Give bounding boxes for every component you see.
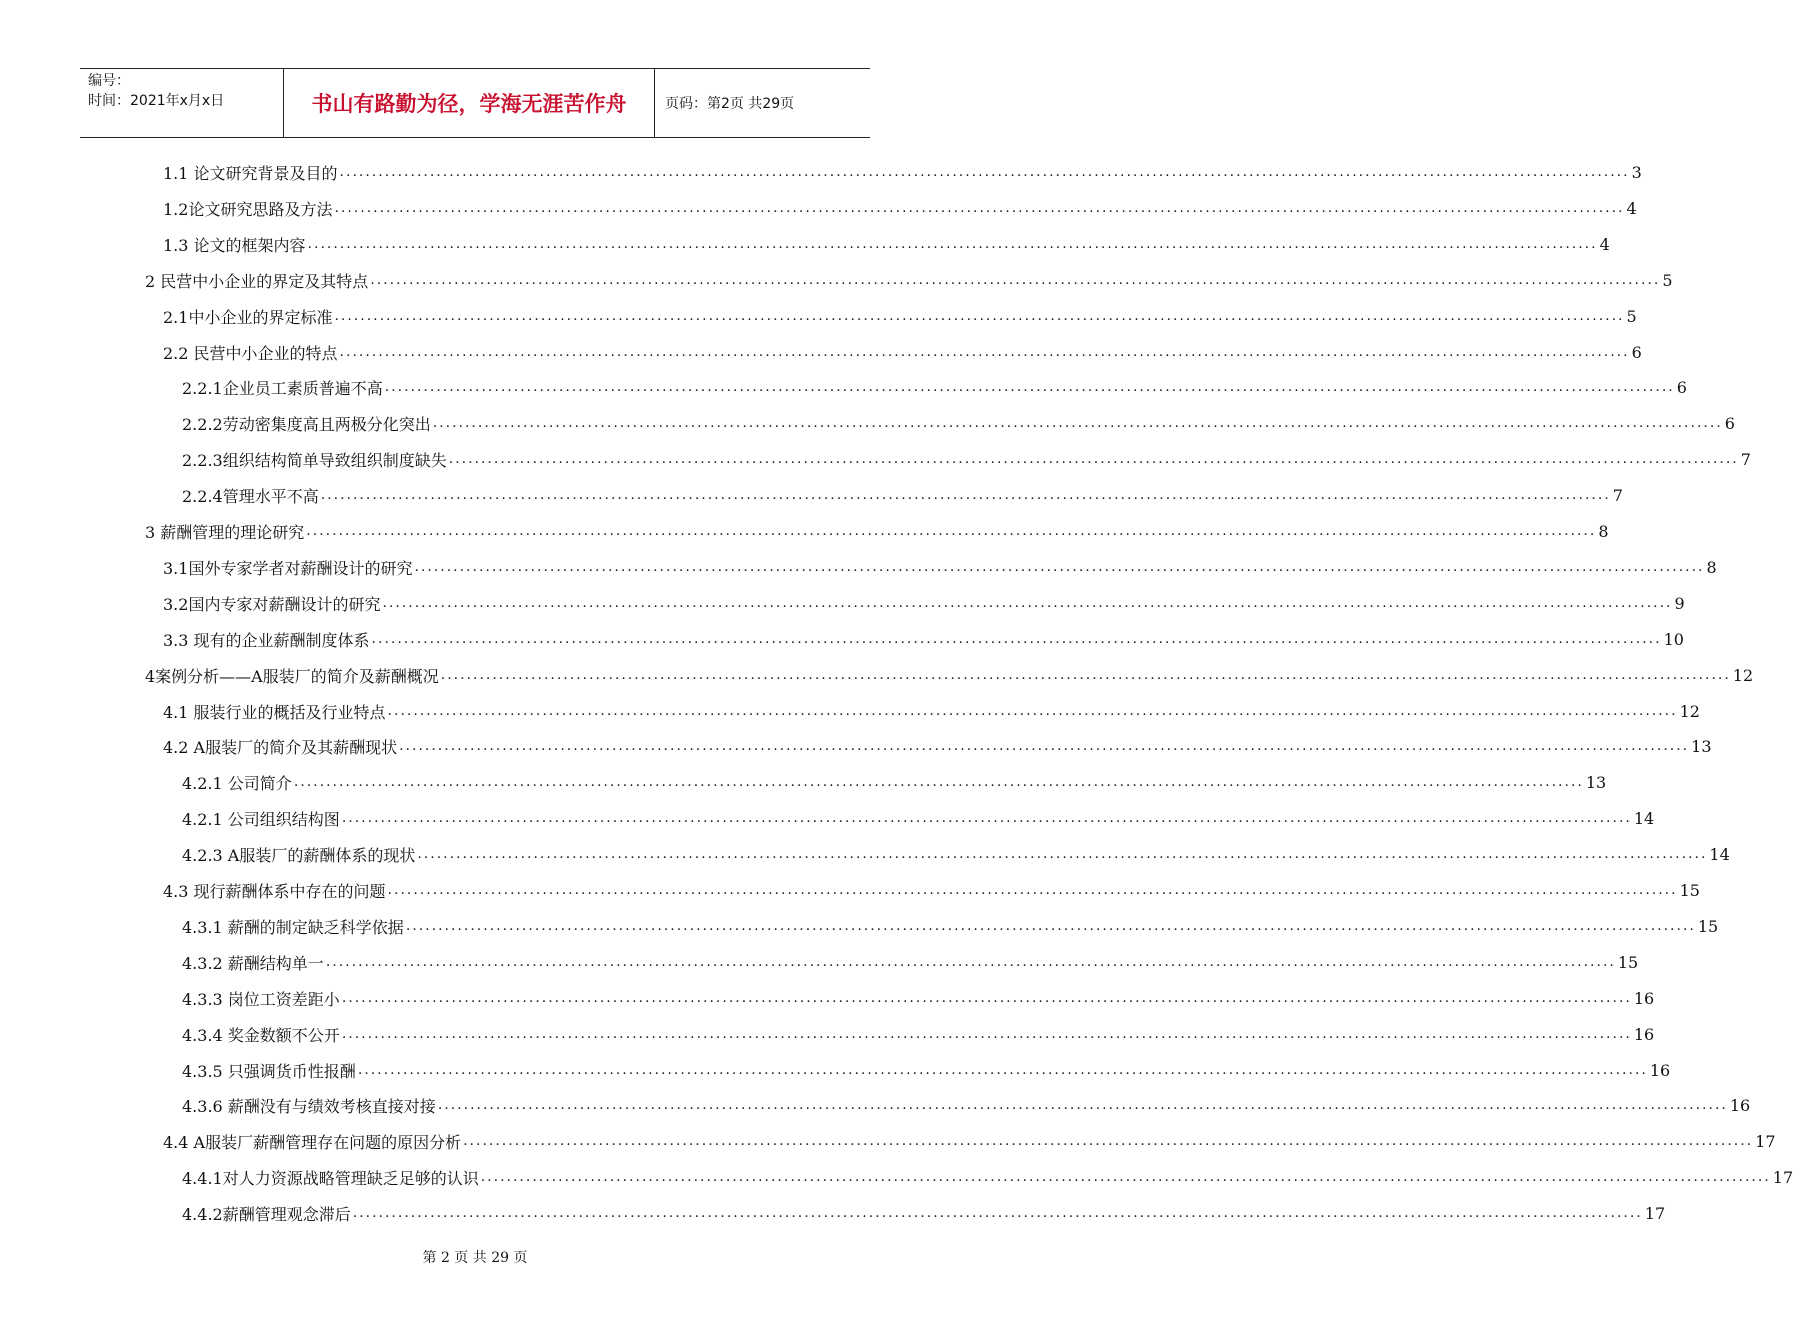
- toc-entry-page: 13: [1691, 736, 1712, 756]
- toc-leader-dots: ........................................................................................................................................................................................................: [320, 487, 1611, 503]
- toc-entry[interactable]: [163, 693, 1700, 729]
- toc-entry-page: 12: [1732, 665, 1754, 685]
- toc-entry-title: 1.1 论文研究背景及目的: [163, 163, 338, 183]
- toc-entry[interactable]: [145, 262, 1673, 298]
- toc-entry[interactable]: [163, 585, 1685, 621]
- toc-entry-title: 3.1国外专家学者对薪酬设计的研究: [163, 558, 413, 578]
- toc-leader-dots: ........................................................................................................................................................................................................: [341, 1026, 1632, 1042]
- toc-entry[interactable]: [163, 190, 1637, 226]
- toc-entry-page: 16: [1633, 1024, 1655, 1044]
- toc-leader-dots: ........................................................................................................................................................................................................: [339, 344, 1630, 360]
- toc-leader-dots: ........................................................................................................................................................................................................: [370, 272, 1661, 288]
- toc-entry-page: 6: [1724, 413, 1735, 433]
- toc-entry-page: 16: [1649, 1060, 1671, 1080]
- header-page-info: 页码：第2页 共29页: [665, 96, 795, 112]
- toc-leader-dots: ........................................................................................................................................................................................................: [440, 667, 1731, 683]
- toc-entry-page: 6: [1676, 377, 1687, 397]
- toc-leader-dots: ........................................................................................................................................................................................................: [357, 1062, 1648, 1078]
- toc-entry-title: 4.3.2 薪酬结构单一: [182, 953, 324, 973]
- toc-entry-title: 2.2.4管理水平不高: [182, 486, 319, 506]
- toc-leader-dots: ........................................................................................................................................................................................................: [417, 846, 1708, 862]
- toc-leader-dots: ........................................................................................................................................................................................................: [307, 236, 1598, 252]
- toc-entry-page: 7: [1740, 449, 1751, 469]
- toc-leader-dots: ........................................................................................................................................................................................................: [339, 164, 1630, 180]
- toc-leader-dots: ........................................................................................................................................................................................................: [414, 559, 1705, 575]
- toc-entry-title: 2.2.1企业员工素质普遍不高: [182, 378, 383, 398]
- toc-leader-dots: ........................................................................................................................................................................................................: [387, 703, 1678, 719]
- toc-leader-dots: ........................................................................................................................................................................................................: [399, 738, 1690, 754]
- toc-entry[interactable]: [182, 800, 1655, 836]
- toc-entry-page: 13: [1585, 772, 1607, 792]
- toc-entry-title: 2.2 民营中小企业的特点: [163, 343, 338, 363]
- toc-entry[interactable]: [163, 226, 1610, 262]
- toc-leader-dots: ........................................................................................................................................................................................................: [293, 774, 1584, 790]
- toc-entry-title: 4.2.3 A服装厂的薪酬体系的现状: [182, 845, 416, 865]
- toc-entry[interactable]: [182, 1052, 1671, 1088]
- toc-entry[interactable]: [145, 513, 1609, 549]
- toc-entry-title: 4.3.3 岗位工资差距小: [182, 989, 340, 1009]
- toc-entry[interactable]: [163, 872, 1700, 908]
- toc-entry-title: 4.2.1 公司组织结构图: [182, 809, 340, 829]
- code-label: 编号：: [88, 73, 130, 89]
- toc-entry-title: 4.3.5 只强调货币性报酬: [182, 1061, 356, 1081]
- toc-entry[interactable]: [163, 549, 1717, 585]
- toc-entry-page: 5: [1662, 270, 1673, 290]
- toc-entry-title: 4.3 现行薪酬体系中存在的问题: [163, 881, 386, 901]
- toc-leader-dots: ........................................................................................................................................................................................................: [352, 1205, 1643, 1221]
- toc-entry-page: 17: [1772, 1167, 1793, 1187]
- page-header: [80, 68, 870, 138]
- toc-entry-page: 10: [1663, 629, 1684, 649]
- toc-entry-title: 4.4.2薪酬管理观念滞后: [182, 1204, 351, 1224]
- toc-entry-title: 4.1 服装行业的概括及行业特点: [163, 702, 386, 722]
- toc-entry-title: 4.3.4 奖金数额不公开: [182, 1025, 340, 1045]
- toc-entry-title: 4.2 A服装厂的简介及其薪酬现状: [163, 737, 398, 757]
- toc-leader-dots: ........................................................................................................................................................................................................: [341, 990, 1632, 1006]
- toc-leader-dots: ........................................................................................................................................................................................................: [382, 595, 1673, 611]
- toc-leader-dots: ........................................................................................................................................................................................................: [334, 308, 1625, 324]
- toc-entry-page: 17: [1755, 1131, 1776, 1151]
- toc-entry[interactable]: [182, 441, 1751, 477]
- toc-entry-page: 15: [1617, 952, 1639, 972]
- toc-leader-dots: ........................................................................................................................................................................................................: [334, 200, 1625, 216]
- toc-entry[interactable]: [145, 657, 1754, 693]
- toc-leader-dots: ........................................................................................................................................................................................................: [463, 1133, 1754, 1149]
- toc-entry-page: 4: [1626, 198, 1637, 218]
- toc-entry[interactable]: [182, 369, 1687, 405]
- toc-entry-title: 2.2.2劳动密集度高且两极分化突出: [182, 414, 431, 434]
- toc-entry-title: 1.2论文研究思路及方法: [163, 199, 333, 219]
- toc-entry[interactable]: [163, 728, 1712, 764]
- toc-leader-dots: ........................................................................................................................................................................................................: [306, 523, 1597, 539]
- toc-entry[interactable]: [182, 1087, 1751, 1123]
- toc-entry-page: 15: [1679, 880, 1700, 900]
- toc-entry-title: 1.3 论文的框架内容: [163, 235, 306, 255]
- toc-entry[interactable]: [182, 764, 1607, 800]
- page-footer: 第 2 页 共 29 页: [422, 1250, 528, 1266]
- toc-entry[interactable]: [182, 944, 1639, 980]
- toc-entry[interactable]: [163, 334, 1642, 370]
- toc-entry[interactable]: [182, 1195, 1666, 1231]
- time-label: 时间：2021年x月x日: [88, 93, 225, 109]
- toc-entry-page: 3: [1631, 162, 1642, 182]
- toc-entry-page: 14: [1709, 844, 1730, 864]
- toc-entry[interactable]: [163, 1123, 1776, 1159]
- toc-leader-dots: ........................................................................................................................................................................................................: [405, 918, 1696, 934]
- toc-entry-title: 2 民营中小企业的界定及其特点: [145, 271, 369, 291]
- toc-entry[interactable]: [163, 298, 1637, 334]
- toc-leader-dots: ........................................................................................................................................................................................................: [448, 451, 1739, 467]
- toc-leader-dots: ........................................................................................................................................................................................................: [341, 810, 1632, 826]
- toc-entry-page: 4: [1599, 234, 1610, 254]
- toc-entry[interactable]: [163, 621, 1684, 657]
- header-motto: 书山有路勤为径，学海无涯苦作舟: [283, 69, 655, 137]
- toc-entry-title: 3.2国内专家对薪酬设计的研究: [163, 594, 381, 614]
- toc-entry-page: 8: [1706, 557, 1717, 577]
- header-meta: [80, 69, 283, 137]
- toc-leader-dots: ........................................................................................................................................................................................................: [480, 1169, 1771, 1185]
- toc-leader-dots: ........................................................................................................................................................................................................: [387, 882, 1678, 898]
- toc-entry-title: 4.4.1对人力资源战略管理缺乏足够的认识: [182, 1168, 479, 1188]
- toc-entry-title: 4.3.1 薪酬的制定缺乏科学依据: [182, 917, 404, 937]
- toc-entry[interactable]: [163, 154, 1642, 190]
- toc-entry-page: 16: [1633, 988, 1655, 1008]
- toc-entry-title: 4案例分析——A服装厂的简介及薪酬概况: [145, 666, 439, 686]
- toc-leader-dots: ........................................................................................................................................................................................................: [325, 954, 1616, 970]
- toc-entry[interactable]: [182, 405, 1735, 441]
- toc-entry-page: 5: [1626, 306, 1637, 326]
- toc-entry-page: 12: [1679, 701, 1700, 721]
- toc-entry-page: 8: [1598, 521, 1609, 541]
- toc-entry[interactable]: [182, 908, 1719, 944]
- toc-entry-title: 4.4 A服装厂薪酬管理存在问题的原因分析: [163, 1132, 462, 1152]
- toc-entry-page: 17: [1644, 1203, 1666, 1223]
- toc-leader-dots: ........................................................................................................................................................................................................: [371, 631, 1662, 647]
- toc-entry-title: 4.2.1 公司简介: [182, 773, 292, 793]
- toc-entry[interactable]: [182, 836, 1730, 872]
- toc-leader-dots: ........................................................................................................................................................................................................: [432, 415, 1723, 431]
- toc-entry-title: 2.1中小企业的界定标准: [163, 307, 333, 327]
- toc-entry[interactable]: [182, 477, 1623, 513]
- toc-entry-page: 16: [1729, 1095, 1751, 1115]
- toc-entry-title: 4.3.6 薪酬没有与绩效考核直接对接: [182, 1096, 436, 1116]
- toc-leader-dots: ........................................................................................................................................................................................................: [437, 1097, 1728, 1113]
- toc-entry-title: 3 薪酬管理的理论研究: [145, 522, 305, 542]
- toc-entry-page: 6: [1631, 342, 1642, 362]
- toc-entry-page: 14: [1633, 808, 1655, 828]
- toc-leader-dots: ........................................................................................................................................................................................................: [384, 379, 1675, 395]
- toc-entry-title: 3.3 现有的企业薪酬制度体系: [163, 630, 370, 650]
- toc-entry-title: 2.2.3组织结构简单导致组织制度缺失: [182, 450, 447, 470]
- toc-entry[interactable]: [182, 1159, 1793, 1195]
- toc-entry[interactable]: [182, 1016, 1655, 1052]
- toc-entry-page: 7: [1612, 485, 1623, 505]
- toc-entry-page: 15: [1697, 916, 1719, 936]
- toc-entry-page: 9: [1674, 593, 1685, 613]
- toc-entry[interactable]: [182, 980, 1655, 1016]
